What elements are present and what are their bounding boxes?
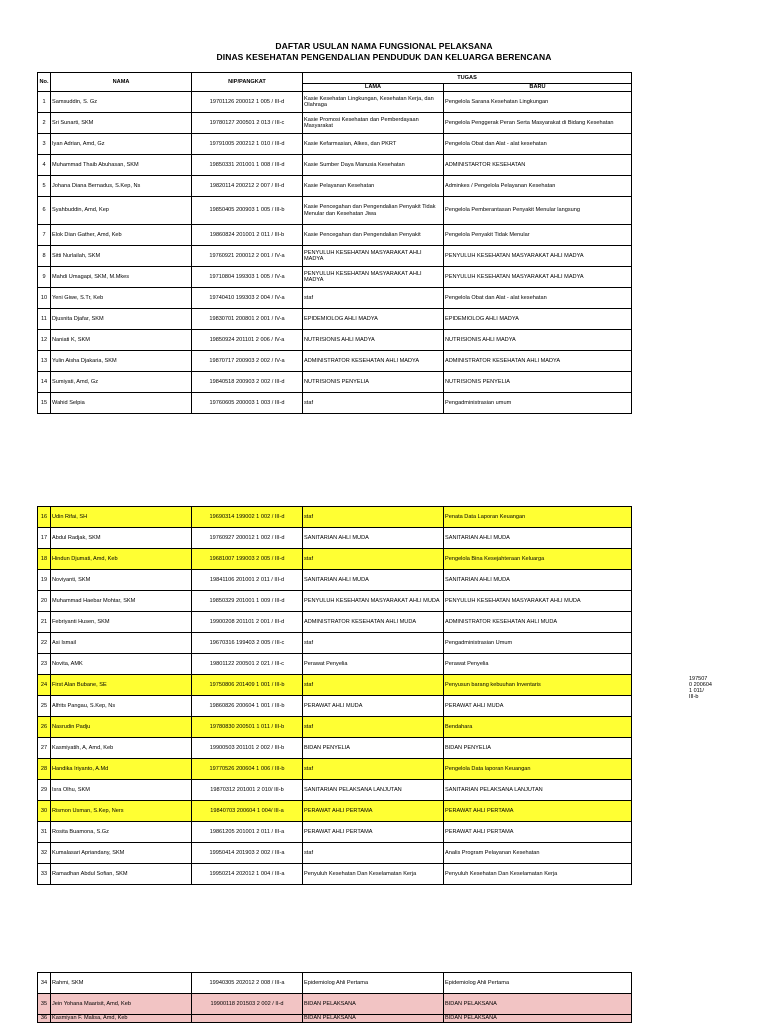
cell-lama: Kasie Kesehatan Lingkungan, Kesehatan Kerja, dan Olahraga [303, 92, 444, 113]
cell-no: 21 [38, 612, 51, 633]
cell-lama: BIDAN PELAKSANA [303, 1015, 444, 1023]
cell-no: 3 [38, 134, 51, 155]
cell-nip [192, 1015, 303, 1023]
cell-nip: 19710804 199303 1 005 / IV-a [192, 267, 303, 288]
cell-lama: staf [303, 675, 444, 696]
cell-nip: 19801122 200501 2 021 / III-c [192, 654, 303, 675]
cell-nip: 19950414 201903 2 002 / III-a [192, 843, 303, 864]
cell-baru: Penyuluh Kesehatan Dan Keselamatan Kerja [444, 864, 632, 885]
cell-no: 13 [38, 351, 51, 372]
header-baru: BARU [444, 84, 632, 92]
cell-baru: Pengelola Penggerak Peran Serta Masyarakat di Bidang Kesehatan [444, 113, 632, 134]
cell-no: 16 [38, 507, 51, 528]
side-note [689, 676, 729, 698]
cell-nip: 19850924 201101 2 006 / IV-a [192, 330, 303, 351]
cell-nama: Sumiyati, Amd, Gz [51, 372, 192, 393]
cell-lama: staf [303, 393, 444, 414]
cell-no: 23 [38, 654, 51, 675]
cell-nama: Kasmiyatih, A, Amd, Keb [51, 738, 192, 759]
table-row [38, 155, 632, 176]
cell-nip: 19780830 200501 1 011 / III-b [192, 717, 303, 738]
cell-lama: BIDAN PELAKSANA [303, 994, 444, 1015]
cell-nip: 19870312 201001 2 010/ III-b [192, 780, 303, 801]
table-row [38, 696, 632, 717]
header-no: No. [38, 73, 51, 92]
cell-nip: 19940305 202012 2 008 / III-a [192, 973, 303, 994]
table-row [38, 717, 632, 738]
table-row [38, 822, 632, 843]
cell-baru: PENYULUH KESEHATAN MASYARAKAT AHLI MADYA [444, 267, 632, 288]
cell-no: 12 [38, 330, 51, 351]
cell-lama: staf [303, 843, 444, 864]
cell-nip: 19780127 200501 2 013 / III-c [192, 113, 303, 134]
cell-no: 18 [38, 549, 51, 570]
cell-nama: Ramadhan Abdul Sofian, SKM [51, 864, 192, 885]
table-row [38, 330, 632, 351]
cell-nip: 19861205 201001 2 011 / III-a [192, 822, 303, 843]
cell-nama: Isra Olhu, SKM [51, 780, 192, 801]
cell-nama: Abdul Radjak, SKM [51, 528, 192, 549]
cell-baru: BIDAN PELAKSANA [444, 994, 632, 1015]
cell-nip: 19690314 199002 1 002 / III-d [192, 507, 303, 528]
cell-nip: 19900118 201503 2 002 / II-d [192, 994, 303, 1015]
cell-lama: SANITARIAN PELAKSANA LANJUTAN [303, 780, 444, 801]
side-note-line: 197507 [689, 676, 708, 682]
cell-no: 11 [38, 309, 51, 330]
cell-baru: NUTRISIONIS PENYELIA [444, 372, 632, 393]
cell-nama: Rismon Usman, S.Kep, Ners [51, 801, 192, 822]
cell-lama: Penyuluh Kesehatan Dan Keselamatan Kerja [303, 864, 444, 885]
cell-nip: 19760605 200003 1 003 / III-d [192, 393, 303, 414]
cell-nama: Noviyanti, SKM [51, 570, 192, 591]
cell-nama: Rahmi, SKM [51, 973, 192, 994]
cell-no: 17 [38, 528, 51, 549]
cell-baru: ADMINISTARTOR KESEHATAN [444, 155, 632, 176]
cell-nama: Sitti Nurlailah, SKM [51, 246, 192, 267]
table-row [38, 528, 632, 549]
document-subtitle: DINAS KESEHATAN PENGENDALIAN PENDUDUK DAN KELUARGA BERENCANA [216, 52, 552, 62]
table-row [38, 780, 632, 801]
cell-no: 27 [38, 738, 51, 759]
cell-nip: 19820114 200212 2 007 / III-d [192, 176, 303, 197]
cell-baru: Penata Data Laporan Keuangan [444, 507, 632, 528]
cell-nip: 19701126 200012 1 005 / III-d [192, 92, 303, 113]
cell-nama: Asi Ismail [51, 633, 192, 654]
cell-nip: 19791005 200212 1 010 / III-d [192, 134, 303, 155]
cell-nip: 19840518 200903 2 002 / III-d [192, 372, 303, 393]
cell-no: 20 [38, 591, 51, 612]
cell-baru: BIDAN PELAKSANA [444, 1015, 632, 1023]
table-row [38, 591, 632, 612]
cell-baru: ADMINISTRATOR KESEHATAN AHLI MUDA [444, 612, 632, 633]
cell-baru: Pengadministrasian umum [444, 393, 632, 414]
table-row [38, 738, 632, 759]
employee-table-1 [37, 72, 632, 414]
cell-nama: Novita, AMK [51, 654, 192, 675]
cell-nip: 19681007 199003 2 005 / III-d [192, 549, 303, 570]
cell-lama: staf [303, 507, 444, 528]
table-row [38, 309, 632, 330]
header-nama: NAMA [51, 73, 192, 92]
cell-lama: Kasie Promosi Kesehatan dan Pemberdayaan Masyarakat [303, 113, 444, 134]
cell-lama: NUTRISIONIS PENYELIA [303, 372, 444, 393]
cell-nama: Wahid Selpia [51, 393, 192, 414]
cell-lama: Kasie Pelayanan Kesehatan [303, 176, 444, 197]
cell-no: 19 [38, 570, 51, 591]
cell-lama: EPIDEMIOLOG AHLI MADYA [303, 309, 444, 330]
cell-baru: PERAWAT AHLI PERTAMA [444, 822, 632, 843]
table-row [38, 759, 632, 780]
table-row [38, 843, 632, 864]
cell-baru: PENYULUH KESEHATAN MASYARAKAT AHLI MUDA [444, 591, 632, 612]
cell-no: 10 [38, 288, 51, 309]
cell-no: 14 [38, 372, 51, 393]
cell-baru: BIDAN PENYELIA [444, 738, 632, 759]
cell-nip: 19850329 201001 1 009 / III-d [192, 591, 303, 612]
cell-nama: First Alan Bubane, SE [51, 675, 192, 696]
table-row [38, 372, 632, 393]
table-row [38, 393, 632, 414]
cell-lama: PERAWAT AHLI PERTAMA [303, 801, 444, 822]
table-row [38, 92, 632, 113]
cell-lama: PENYULUH KESEHATAN MASYARAKAT AHLI MADYA [303, 246, 444, 267]
cell-baru: Pengelola Obat dan Alat - alat kesehatan [444, 134, 632, 155]
cell-baru: Pengelola Obat dan Alat - alat kesehatan [444, 288, 632, 309]
table-row [38, 507, 632, 528]
cell-lama: Epidemiolog Ahli Pertama [303, 973, 444, 994]
cell-baru: Pengelola Sarana Kesehatan Lingkungan [444, 92, 632, 113]
cell-lama: BIDAN PENYELIA [303, 738, 444, 759]
cell-baru: ADMINISTRATOR KESEHATAN AHLI MADYA [444, 351, 632, 372]
cell-no: 15 [38, 393, 51, 414]
cell-baru: SANITARIAN AHLI MUDA [444, 528, 632, 549]
cell-nip: 19900503 201101 2 002 / III-b [192, 738, 303, 759]
table-row [38, 801, 632, 822]
table-row [38, 1015, 632, 1023]
cell-no: 24 [38, 675, 51, 696]
cell-baru: SANITARIAN AHLI MUDA [444, 570, 632, 591]
cell-baru: Pengelola Pemberantasan Penyakit Menular langsung [444, 197, 632, 225]
cell-lama: staf [303, 288, 444, 309]
table-row [38, 654, 632, 675]
table-row [38, 612, 632, 633]
cell-nama: Syahbuddin, Amd, Kep [51, 197, 192, 225]
cell-no: 33 [38, 864, 51, 885]
table-row [38, 675, 632, 696]
cell-nip: 19900208 201101 2 001 / III-d [192, 612, 303, 633]
cell-nip: 19760927 200012 1 002 / III-d [192, 528, 303, 549]
table-row [38, 225, 632, 246]
cell-baru: SANITARIAN PELAKSANA LANJUTAN [444, 780, 632, 801]
cell-nip: 19870717 200903 2 002 / IV-a [192, 351, 303, 372]
cell-nip: 19830701 200801 2 001 / IV-a [192, 309, 303, 330]
table-row [38, 288, 632, 309]
cell-no: 5 [38, 176, 51, 197]
cell-nama: Kasmiyan F. Malisa, Amd, Keb [51, 1015, 192, 1023]
cell-nama: Febriyanti Husen, SKM [51, 612, 192, 633]
cell-nama: Muhammad Thaib Abuhasan, SKM [51, 155, 192, 176]
cell-lama: staf [303, 717, 444, 738]
cell-baru: PENYULUH KESEHATAN MASYARAKAT AHLI MADYA [444, 246, 632, 267]
cell-nama: Nasrudin Padju [51, 717, 192, 738]
cell-no: 8 [38, 246, 51, 267]
cell-baru: Epidemiolog Ahli Pertama [444, 973, 632, 994]
side-note-line: 1 011/ [689, 688, 704, 694]
cell-lama: Kasie Kefarmasian, Alkes, dan PKRT [303, 134, 444, 155]
table-row [38, 197, 632, 225]
cell-lama: ADMINISTRATOR KESEHATAN AHLI MADYA [303, 351, 444, 372]
cell-nama: Jein Yohana Maarisit, Amd, Keb [51, 994, 192, 1015]
cell-lama: PENYULUH KESEHATAN MASYARAKAT AHLI MADYA [303, 267, 444, 288]
cell-lama: PERAWAT AHLI MUDA [303, 696, 444, 717]
cell-no: 28 [38, 759, 51, 780]
document-title: DAFTAR USULAN NAMA FUNGSIONAL PELAKSANA [275, 41, 493, 51]
cell-nip: 19740410 199303 2 004 / IV-a [192, 288, 303, 309]
cell-nip: 19860824 201001 2 011 / III-b [192, 225, 303, 246]
employee-table-2 [37, 506, 632, 885]
cell-baru: Penyusun barang kebuuhan Inventaris [444, 675, 632, 696]
table-row [38, 864, 632, 885]
cell-nama: Elok Dian Gather, Amd, Keb [51, 225, 192, 246]
cell-nip: 19760921 200012 2 001 / IV-a [192, 246, 303, 267]
cell-nip: 19670316 199403 2 005 / III-c [192, 633, 303, 654]
cell-no: 7 [38, 225, 51, 246]
cell-lama: staf [303, 633, 444, 654]
cell-nip: 19850405 200903 1 005 / III-b [192, 197, 303, 225]
cell-nip: 19750806 201409 1 001 / III-b [192, 675, 303, 696]
table-row [38, 570, 632, 591]
cell-no: 9 [38, 267, 51, 288]
cell-lama: SANITARIAN AHLI MUDA [303, 570, 444, 591]
table-row [38, 351, 632, 372]
cell-nama: Yeni Giwe, S.Tr, Keb [51, 288, 192, 309]
cell-lama: staf [303, 549, 444, 570]
cell-nama: Djusnita Djafar, SKM [51, 309, 192, 330]
table-row [38, 549, 632, 570]
cell-no: 2 [38, 113, 51, 134]
table-row [38, 176, 632, 197]
cell-baru: Adminkes / Pengelola Pelayanan Kesehatan [444, 176, 632, 197]
cell-baru: Perawat Penyelia [444, 654, 632, 675]
cell-nip: 19840703 200604 1 004/ III-a [192, 801, 303, 822]
cell-nip: 19850331 201001 1 008 / III-d [192, 155, 303, 176]
cell-nama: Samsuddin, S. Gz [51, 92, 192, 113]
cell-lama: Kasie Pencegahan dan Pengendalian Penyakit [303, 225, 444, 246]
table-row [38, 633, 632, 654]
cell-no: 35 [38, 994, 51, 1015]
cell-nip: 19860826 200604 1 001 / III-b [192, 696, 303, 717]
cell-no: 26 [38, 717, 51, 738]
cell-no: 4 [38, 155, 51, 176]
cell-no: 32 [38, 843, 51, 864]
cell-nama: Kumalasari Apriandany, SKM [51, 843, 192, 864]
cell-lama: Perawat Penyelia [303, 654, 444, 675]
header-nip: NIP/PANGKAT [192, 73, 303, 92]
table-row [38, 113, 632, 134]
cell-baru: PERAWAT AHLI PERTAMA [444, 801, 632, 822]
cell-lama: staf [303, 759, 444, 780]
cell-nama: Iyan Adrian, Amd, Gz [51, 134, 192, 155]
cell-nama: Mahdi Umagapi, SKM, M.Mkes [51, 267, 192, 288]
cell-no: 1 [38, 92, 51, 113]
cell-baru: NUTRISIONIS AHLI MADYA [444, 330, 632, 351]
cell-nama: Johana Diana Bernadus, S.Kep, Ns [51, 176, 192, 197]
table-row [38, 134, 632, 155]
cell-no: 34 [38, 973, 51, 994]
cell-lama: PERAWAT AHLI PERTAMA [303, 822, 444, 843]
cell-lama: Kasie Pencegahan dan Pengendalian Penyakit Tidak Menular dan Kesehatan Jiwa [303, 197, 444, 225]
cell-nama: Handika Iriyanto, A.Md [51, 759, 192, 780]
cell-nama: Rosita Buamona, S.Gz [51, 822, 192, 843]
cell-lama: ADMINISTRATOR KESEHATAN AHLI MUDA [303, 612, 444, 633]
cell-nama: Yulin Aisha Djakaria, SKM [51, 351, 192, 372]
cell-nama: Muhammad Haebar Mohtar, SKM [51, 591, 192, 612]
side-note-line: 0 200604 [689, 682, 712, 688]
table-row [38, 267, 632, 288]
cell-baru: Bendahara [444, 717, 632, 738]
cell-nama: Udin Rifai, SH [51, 507, 192, 528]
header-lama: LAMA [303, 84, 444, 92]
table-row [38, 973, 632, 994]
cell-baru: EPIDEMIOLOG AHLI MADYA [444, 309, 632, 330]
side-note-line: III-b [689, 694, 699, 698]
cell-baru: Pengelola Penyakit Tidak Menular [444, 225, 632, 246]
cell-baru: Pengelola Bina Kesejahteraan Keluarga [444, 549, 632, 570]
cell-no: 6 [38, 197, 51, 225]
table-row [38, 246, 632, 267]
cell-nama: Naniati K, SKM [51, 330, 192, 351]
cell-no: 22 [38, 633, 51, 654]
cell-lama: SANITARIAN AHLI MUDA [303, 528, 444, 549]
cell-nip: 19950214 202012 1 004 / III-a [192, 864, 303, 885]
cell-no: 25 [38, 696, 51, 717]
header-tugas: TUGAS [303, 73, 632, 84]
cell-no: 36 [38, 1015, 51, 1023]
cell-no: 30 [38, 801, 51, 822]
cell-nama: Alfrits Pangau, S.Kep, Ns [51, 696, 192, 717]
cell-nama: Hindun Djumati, Amd, Keb [51, 549, 192, 570]
cell-lama: Kasie Sumber Daya Manusia Kesehatan [303, 155, 444, 176]
cell-no: 31 [38, 822, 51, 843]
cell-nama: Sri Sunarti, SKM [51, 113, 192, 134]
employee-table-3 [37, 972, 632, 1023]
cell-baru: Pengelola Data laporan Keuangan [444, 759, 632, 780]
cell-nip: 19841106 201001 2 011 / III-d [192, 570, 303, 591]
cell-nip: 19770526 200604 1 006 / III-b [192, 759, 303, 780]
cell-baru: Pengadministrasian Umum [444, 633, 632, 654]
cell-baru: PERAWAT AHLI MUDA [444, 696, 632, 717]
cell-lama: NUTRISIONIS AHLI MADYA [303, 330, 444, 351]
cell-lama: PENYULUH KESEHATAN MASYARAKAT AHLI MUDA [303, 591, 444, 612]
table-row [38, 994, 632, 1015]
cell-no: 29 [38, 780, 51, 801]
cell-baru: Analis Program Pelayanan Kesehatan [444, 843, 632, 864]
